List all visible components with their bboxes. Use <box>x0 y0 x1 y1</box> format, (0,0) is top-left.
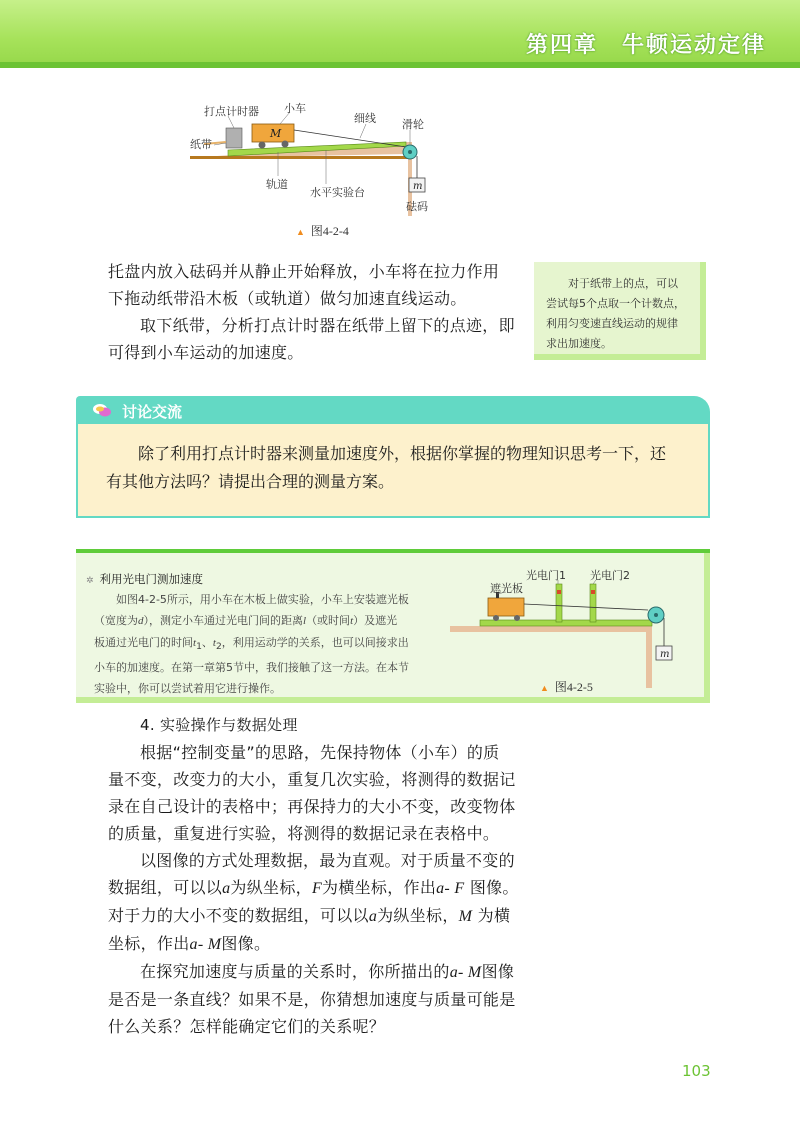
label-weight-m: m <box>660 649 670 660</box>
label-tape: 纸带 <box>190 138 212 151</box>
header-divider <box>0 62 800 68</box>
figure-4-2-5-diagram <box>450 568 706 692</box>
label-gate-1: 光电门1 <box>526 569 566 582</box>
label-timer: 打点计时器 <box>204 105 259 118</box>
triangle-marker-icon: ▲ <box>296 227 305 237</box>
page-number: 103 <box>682 1062 711 1080</box>
figure-4-2-4-diagram <box>190 100 460 220</box>
label-gate-2: 光电门2 <box>590 569 630 582</box>
label-mass-M: M <box>270 127 282 140</box>
section-4-heading: 4. 实验操作与数据处理 <box>140 716 298 734</box>
section-4-text: 4. 实验操作与数据处理 根据“控制变量”的思路，先保持物体（小车）的质 量不变，改变力的大小，重复几次实验，将测得的数据记 录在自己设计的表格中；再保持力的大小不变，改变物体 的质量，重复进行实验，将测得的数据记录在表格中。 以图像的方式处理数据，最为直观。对于质量不变的 数据组，可以以a为纵坐标，F为横坐标，作出a- F 图像。 对于力的大小不变的数据组，可以以a为纵坐标，M 为横 坐标，作出a- M图像。 在探究加速度与质量的关系时，你所描出的a- M图像 是否是一条直线？如果不是，你猜想加速度与质量可能是 什么关系？怎样能确定它们的关系呢？ <box>108 712 528 1040</box>
info-box-text: 如图4-2-5所示，用小车在木板上做实验，小车上安装遮光板 （宽度为d），测定小车通过光电门间的距离l（或时间t）及遮光 板通过光电门的时间$t_1$、$t_2$，利用运动学的关系，也可以间接求出 小车的加速度。在第一章第5节中，我们接触了这一方法。在本节 实验中，你可以尝试着用它进行操作。 <box>94 593 409 696</box>
figure-4-2-4-caption: ▲ 图4-2-4 <box>296 224 349 238</box>
triangle-marker-icon: ▲ <box>540 683 549 693</box>
discussion-icon <box>92 402 112 418</box>
label-pulley: 滑轮 <box>402 118 424 131</box>
figure-4-2-5-caption: ▲ 图4-2-5 <box>540 680 593 694</box>
label-weights: 砝码 <box>406 200 428 213</box>
label-string: 细线 <box>354 112 376 125</box>
label-table: 水平实验台 <box>310 186 365 199</box>
label-shade-plate: 遮光板 <box>490 582 523 595</box>
bullet-icon: ✲ <box>86 576 94 586</box>
experiment-procedure-text: 托盘内放入砝码并从静止开始释放，小车将在拉力作用 下拖动纸带沿木板（或轨道）做匀加速直线运动。 取下纸带，分析打点计时器在纸带上留下的点迹，即 可得到小车运动的加速度。 <box>108 262 515 362</box>
label-track: 轨道 <box>266 178 288 191</box>
label-cart: 小车 <box>284 102 306 115</box>
chapter-title: 第四章 牛顿运动定律 <box>525 33 766 58</box>
info-box-title: ✲ 利用光电门测加速度 <box>86 572 204 586</box>
label-weight-m: m <box>413 181 423 192</box>
discussion-title: 讨论交流 <box>122 403 183 421</box>
discussion-text: 除了利用打点计时器来测量加速度外，根据你掌握的物理知识思考一下，还 有其他方法吗？请提出合理的测量方案。 <box>106 444 667 491</box>
side-note: 对于纸带上的点，可以 尝试每5个点取一个计数点， 利用匀变速直线运动的规律 求出加速度。 <box>534 262 706 360</box>
